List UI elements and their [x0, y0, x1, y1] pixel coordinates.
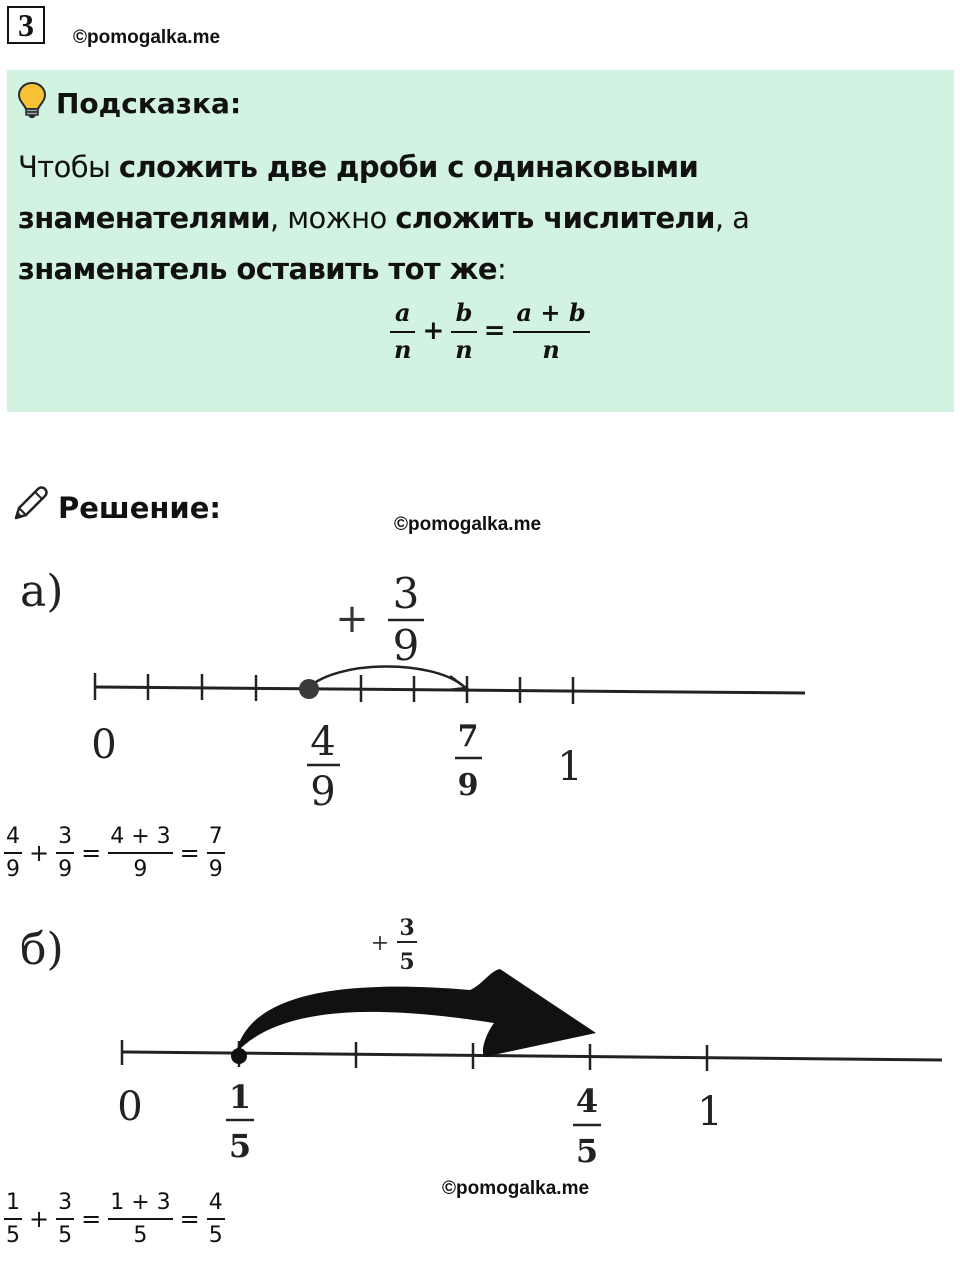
- hint-title: Подсказка:: [56, 87, 242, 120]
- equals-sign: =: [179, 838, 200, 867]
- jump-arc: [309, 666, 462, 687]
- start-numerator: 1: [228, 1078, 252, 1116]
- fraction-b-over-n: $\frac{b}{n}$: [451, 298, 476, 364]
- jump-arrow: [236, 969, 596, 1057]
- end-denominator: 9: [457, 768, 479, 803]
- equals-sign: =: [179, 1204, 200, 1233]
- label-one: 1: [557, 744, 583, 790]
- plus-sign: +: [29, 1204, 50, 1233]
- end-numerator: 7: [457, 719, 479, 754]
- equals-sign: =: [81, 838, 102, 867]
- watermark: ©pomogalka.me: [442, 1178, 590, 1199]
- fraction-result: $\frac{7}{9}$: [208, 824, 223, 882]
- fraction-sum: $\frac{a + b}{n}$: [513, 298, 590, 364]
- fraction-sum: $\frac{1 + 3}{5}$: [110, 1190, 171, 1248]
- start-point: [231, 1048, 247, 1064]
- step-sign: +: [370, 931, 390, 956]
- step-numerator: 3: [399, 915, 415, 941]
- end-denominator: 5: [575, 1132, 599, 1170]
- solution-header: [10, 484, 221, 531]
- watermark: ©pomogalka.me: [73, 27, 221, 48]
- start-denominator: 9: [310, 769, 336, 815]
- fraction-result: $\frac{4}{5}$: [208, 1190, 223, 1248]
- end-numerator: 4: [575, 1082, 599, 1120]
- equals-sign: =: [81, 1204, 102, 1233]
- equals-sign: =: [483, 316, 506, 346]
- hint-text: Чтобы сложить две дроби с одинаковыми знаменателями, можно сложить числители, а знаменатель оставить тот же:: [18, 150, 750, 286]
- label-zero: 0: [91, 722, 117, 768]
- start-denominator: 5: [228, 1127, 252, 1165]
- start-point: [299, 679, 319, 699]
- fraction: $\frac{3}{5}$: [58, 1190, 73, 1248]
- task-number: 3: [7, 6, 45, 44]
- plus-sign: +: [422, 316, 445, 346]
- number-line-a: [0, 540, 960, 820]
- watermark: ©pomogalka.me: [394, 514, 542, 535]
- step-denominator: 5: [399, 949, 415, 975]
- equation-b: [4, 1190, 225, 1248]
- start-numerator: 4: [310, 719, 336, 765]
- number-line-b: [0, 905, 960, 1175]
- hint-header: [16, 80, 241, 127]
- fraction-sum: $\frac{4 + 3}{9}$: [110, 824, 171, 882]
- step-sign: +: [335, 596, 369, 642]
- plus-sign: +: [29, 838, 50, 867]
- hint-formula: [390, 298, 590, 364]
- lightbulb-icon: [16, 80, 48, 127]
- fraction-a-over-n: $\frac{a}{n}$: [390, 298, 415, 364]
- solution-title: Решение:: [58, 490, 222, 525]
- equation-a: [4, 824, 225, 882]
- fraction: $\frac{3}{9}$: [58, 824, 73, 882]
- label-one: 1: [697, 1089, 723, 1135]
- step-numerator: 3: [392, 569, 420, 618]
- step-denominator: 9: [392, 621, 420, 670]
- label-zero: 0: [117, 1084, 143, 1130]
- part-a-label: а): [20, 566, 64, 617]
- fraction: $\frac{1}{5}$: [6, 1190, 20, 1248]
- part-b-label: б): [20, 924, 64, 975]
- fraction: $\frac{4}{9}$: [6, 824, 20, 882]
- pencil-icon: [10, 484, 50, 531]
